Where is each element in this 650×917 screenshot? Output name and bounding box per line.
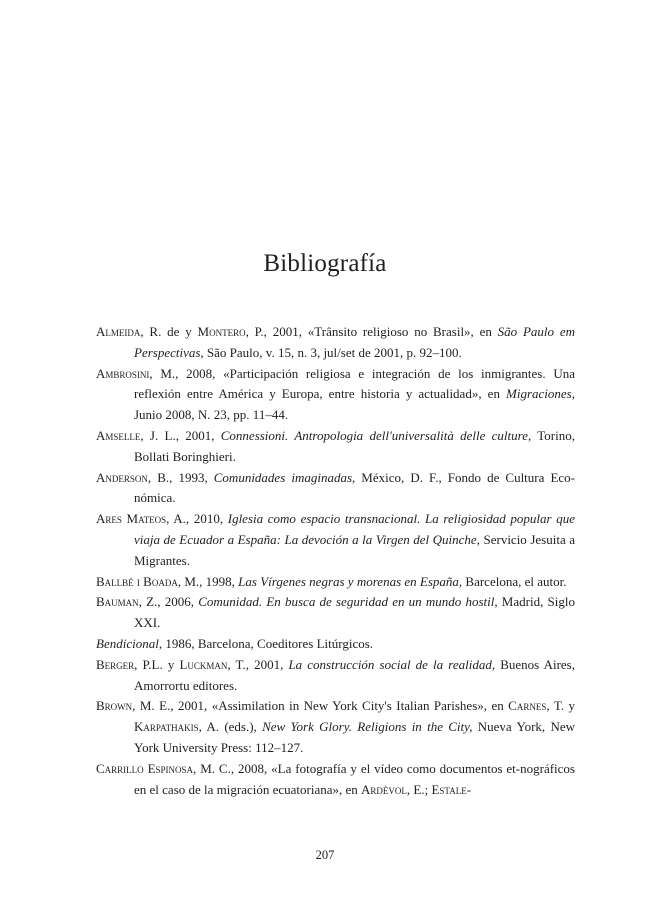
entry-text: , T. y: [546, 698, 575, 714]
work-title: São Paulo em Perspectivas: [134, 324, 575, 360]
entry-text: , Barcelona, el autor.: [458, 573, 567, 589]
entry-text: Buenos Aires, Amorrortu editores.: [134, 656, 575, 693]
entry-text: , E.;: [406, 781, 432, 797]
author-name: Carrillo Espinosa: [96, 760, 194, 776]
entry-text: , M. E., 2001, «Assimilation in New York City's Italian Parishes», en: [132, 698, 509, 714]
bibliography-entry: [96, 696, 575, 758]
entry-text: , São Paulo, v. 15, n. 3, jul/set de 2001, p. 92–100.: [200, 344, 462, 360]
bibliography-entry: [96, 364, 575, 426]
author-name: Ares Mateos: [96, 511, 167, 527]
entry-text: Junio 2008, N. 23, pp. 11–44.: [134, 407, 289, 423]
entry-text: , P., 2001, «Trânsito religioso no Brasil», en: [245, 324, 498, 339]
bibliography-entry: [96, 468, 575, 510]
work-title: Las Vírgenes negras y morenas en España: [238, 573, 459, 589]
author-name: Carnes: [508, 698, 547, 714]
bibliography-entry: [96, 509, 575, 571]
page-number: 207: [315, 848, 335, 862]
entry-text: , A. (eds.),: [198, 719, 263, 735]
entry-text: , A., 2010,: [166, 511, 228, 527]
entry-text: , Torino, Bollati Boringhieri.: [134, 427, 575, 464]
bibliography-entry: [96, 322, 575, 364]
author-name: Ardèvol: [361, 781, 407, 797]
entry-text: , M., 1998,: [177, 573, 239, 589]
work-title: Iglesia como espacio transnacional. La religiosidad popular que viaja de Ecuador a España: La devoción a la Virgen del Quinche,: [134, 511, 576, 547]
author-name: Berger: [96, 656, 135, 672]
author-name: Ambrosini: [96, 365, 150, 381]
entry-text: , México, D. F., Fondo de Cultura Eco-nómica.: [134, 469, 575, 506]
work-title: Comunidades imaginadas: [213, 469, 352, 485]
bibliography-entry: [96, 592, 575, 634]
entry-text: , T., 2001,: [227, 656, 289, 672]
author-name: Karpathakis: [134, 719, 199, 735]
page-title: Bibliografía: [263, 250, 387, 277]
entry-text: , M., 2008, «Participación religiosa e integración de los inmigrantes. Una reflexión entre América y Europa, entre historia y actualidad», en: [134, 365, 575, 402]
work-title: Comunidad. En busca de seguridad en un mundo hostil: [198, 594, 495, 610]
bibliography-entry: [96, 634, 575, 655]
work-title: Bendicional: [96, 635, 159, 651]
bibliography-entry: [96, 426, 575, 468]
work-title: Migraciones,: [506, 386, 575, 402]
author-name: Luckman: [179, 656, 228, 672]
entry-text: , R. de y: [140, 324, 198, 339]
bibliography-entry: [96, 655, 575, 697]
author-name: Anderson: [96, 469, 148, 485]
author-name: Ballbé i Boada: [96, 573, 178, 589]
work-title: New York Glory. Religions in the City,: [262, 719, 473, 735]
author-name: Montero: [197, 324, 246, 339]
entry-text: , B., 1993,: [147, 469, 214, 485]
entry-text: , J. L., 2001,: [140, 427, 221, 443]
work-title: La construcción social de la realidad,: [288, 656, 496, 672]
author-name: Brown: [96, 698, 133, 714]
author-name: Bauman: [96, 594, 139, 610]
entry-text: , 1986, Barcelona, Coeditores Litúrgicos.: [158, 635, 374, 651]
author-name: Almeida: [96, 324, 141, 339]
author-name: Estale-: [431, 781, 472, 797]
bibliography-entry: [96, 572, 575, 593]
bibliography-list: [96, 322, 575, 800]
author-name: Amselle: [96, 427, 141, 443]
entry-text: , M. C., 2008, «La fotografía y el vídeo como documentos et-nográficos en el caso de la migración ecuatoriana», en: [134, 760, 575, 797]
entry-text: , Madrid, Siglo XXI.: [134, 594, 575, 631]
entry-text: , Z., 2006,: [138, 594, 199, 610]
bibliography-entry: [96, 759, 575, 801]
entry-text: Nueva York, New York University Press: 112–127.: [134, 719, 575, 755]
entry-text: , P.L. y: [134, 656, 180, 672]
entry-text: Servicio Jesuita a Migrantes.: [134, 531, 576, 568]
work-title: Connessioni. Antropologia dell'universalità delle culture: [220, 427, 528, 443]
